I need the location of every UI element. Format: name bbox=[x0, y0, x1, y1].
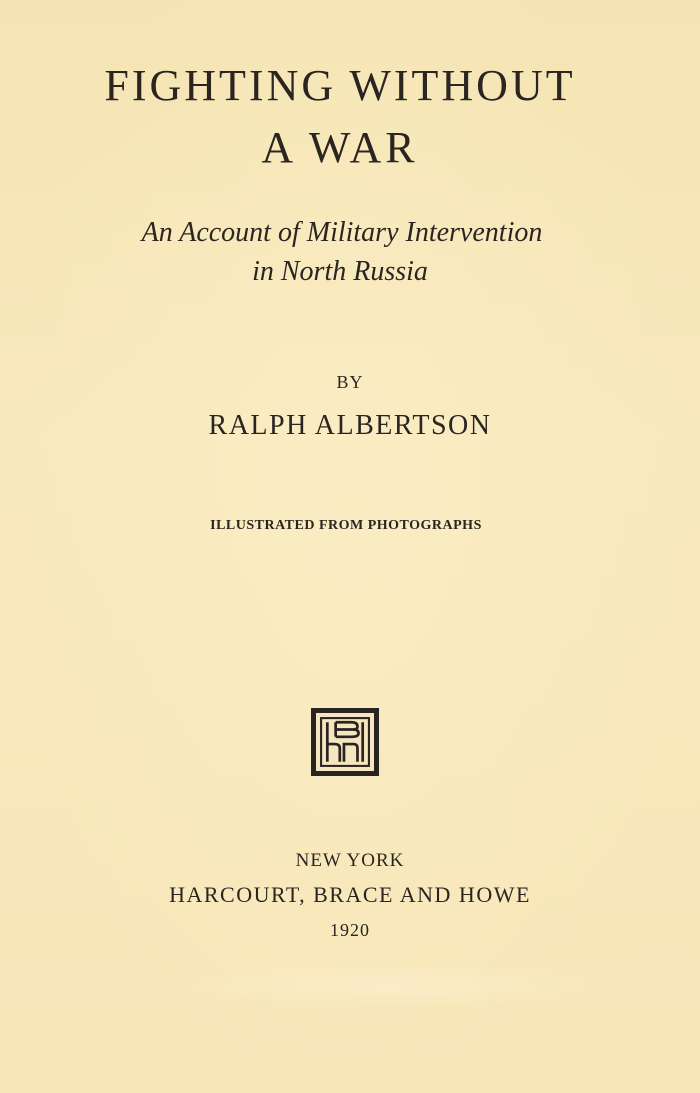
publication-year: 1920 bbox=[330, 920, 370, 940]
by-label: BY bbox=[336, 372, 364, 392]
bhh-publisher-monogram-icon bbox=[311, 708, 379, 776]
publisher-city: NEW YORK bbox=[295, 850, 405, 871]
book-title-line-1: FIGHTING WITHOUT bbox=[104, 61, 576, 110]
author-name: RALPH ALBERTSON bbox=[208, 410, 492, 441]
publisher-name: HARCOURT, BRACE AND HOWE bbox=[169, 882, 531, 907]
illustration-note: ILLUSTRATED FROM PHOTOGRAPHS bbox=[210, 518, 482, 533]
book-subtitle-line-2: in North Russia bbox=[252, 256, 428, 287]
paper-stain bbox=[150, 960, 630, 1010]
book-subtitle-line-1: An Account of Military Intervention bbox=[141, 217, 543, 248]
publisher-logo-svg bbox=[319, 716, 371, 768]
book-title-line-2: A WAR bbox=[261, 123, 419, 172]
